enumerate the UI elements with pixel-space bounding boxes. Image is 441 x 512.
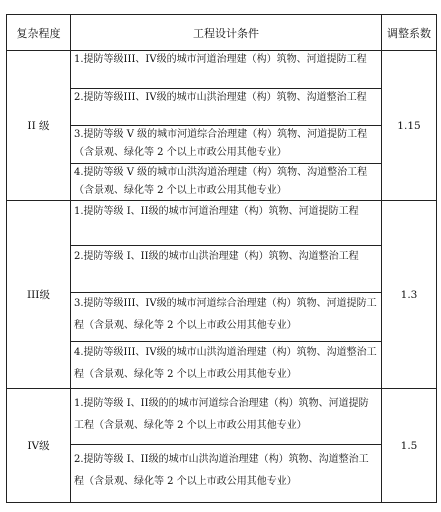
condition-item: 1.提防等级 I、II级的的城市河道综合治理建（构）筑物、河道提防工程（含景观、绿化等 2 个以上市政公用其他专业）	[71, 389, 381, 445]
condition-item: 4.提防等级 V 级的城市山洪沟道治理建（构）筑物、沟道整治工程（含景观、绿化等 2 个以上市政公用其他专业）	[74, 167, 368, 196]
table-row	[7, 201, 437, 389]
table-row	[7, 51, 437, 201]
conditions-cell	[71, 389, 382, 503]
header-conditions: 工程设计条件	[71, 15, 382, 51]
table-row	[7, 389, 437, 503]
condition-item: 2.提防等级III、IV级的城市山洪治理建（构）筑物、沟道整治工程	[71, 89, 381, 126]
condition-item: 2.提防等级 I、II级的城市山洪治理建（构）筑物、沟道整治工程	[71, 246, 381, 293]
header-coefficient: 调整系数	[382, 15, 437, 51]
coefficient-cell: 1.3	[382, 201, 437, 389]
complexity-table	[6, 14, 437, 503]
condition-item: 2.提防等级 I、II级的城市山洪沟道治理建（构）筑物、沟道整治工程（含景观、绿化等 2 个以上市政公用其他专业）	[74, 454, 369, 487]
level-cell: II 级	[7, 51, 71, 201]
condition-item: 1.提防等级III、IV级的城市河道治理建（构）筑物、河道提防工程	[71, 51, 381, 89]
header-complexity: 复杂程度	[7, 15, 71, 51]
condition-item: 3.提防等级 V 级的城市河道综合治理建（构）筑物、河道提防工程（含景观、绿化等 2 个以上市政公用其他专业）	[71, 126, 381, 164]
conditions-cell	[71, 51, 382, 201]
level-cell: III级	[7, 201, 71, 389]
conditions-cell	[71, 201, 382, 389]
coefficient-cell: 1.15	[382, 51, 437, 201]
condition-item: 1.提防等级 I、II级的城市河道治理建（构）筑物、河道提防工程	[71, 201, 381, 246]
coefficient-cell: 1.5	[382, 389, 437, 503]
condition-item: 4.提防等级III、IV级的城市山洪沟道治理建（构）筑物、沟道整治工程（含景观、绿化等 2 个以上市政公用其他专业）	[74, 347, 377, 380]
condition-item: 3.提防等级III、IV级的城市河道综合治理建（构）筑物、河道提防工程（含景观、绿化等 2 个以上市政公用其他专业）	[71, 293, 381, 342]
level-cell: IV级	[7, 389, 71, 503]
